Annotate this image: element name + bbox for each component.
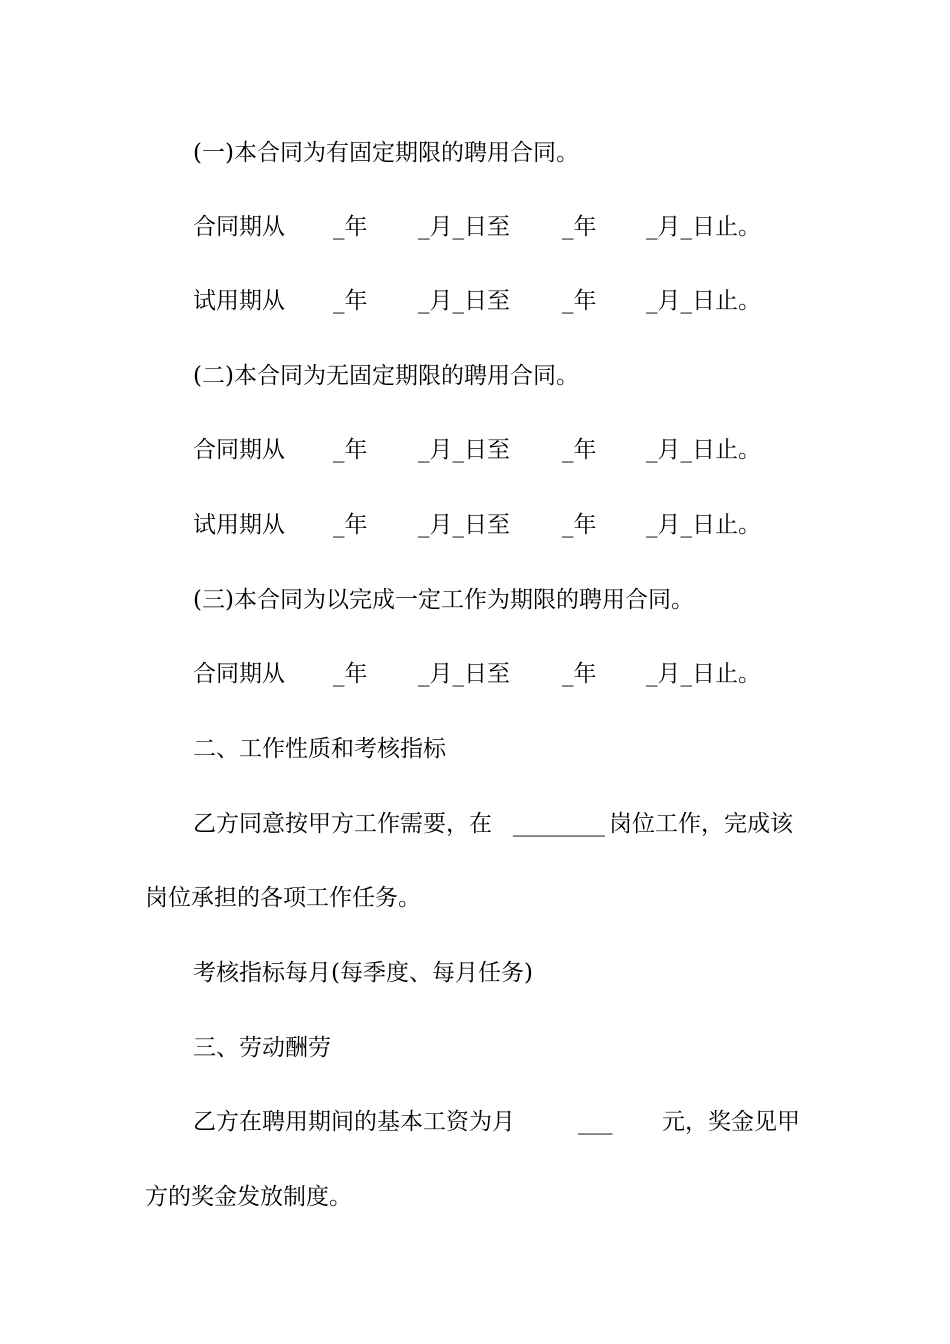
month-day-to-blank: _月_日至 — [418, 512, 510, 538]
month-day-end-blank: _月_日止。 — [646, 512, 761, 538]
section-2-para-1-text-a: 乙方同意按甲方工作需要，在 — [193, 811, 492, 837]
year-blank: _年 — [562, 661, 597, 687]
clause-2-title-line — [0, 359, 950, 393]
clause-1-title-line — [0, 136, 950, 170]
contract-term-row-1 — [0, 210, 950, 244]
clause-3-title: (三)本合同为以完成一定工作为期限的聘用合同。 — [193, 587, 694, 613]
section-2-para-2-line — [0, 956, 950, 990]
section-2-para-1-text-b: 岗位工作，完成该 — [609, 811, 793, 837]
contract-term-row-3 — [0, 657, 950, 691]
probation-term-row-2 — [0, 508, 950, 542]
month-day-end-blank: _月_日止。 — [646, 437, 761, 463]
contract-from-label: 合同期从 — [193, 437, 285, 463]
year-blank: _年 — [562, 437, 597, 463]
year-blank: _年 — [333, 661, 368, 687]
section-3-heading-line — [0, 1031, 950, 1065]
probation-term-row-1 — [0, 284, 950, 318]
year-blank: _年 — [562, 288, 597, 314]
clause-3-title-line — [0, 583, 950, 617]
section-2-para-2-text: 考核指标每月(每季度、每月任务) — [193, 960, 533, 986]
section-3-para-1-text-a: 乙方在聘用期间的基本工资为月 — [193, 1109, 515, 1135]
section-3-para-1-line-1 — [0, 1105, 950, 1139]
section-3-heading: 三、劳动酬劳 — [193, 1035, 331, 1061]
year-blank: _年 — [333, 437, 368, 463]
year-blank: _年 — [333, 288, 368, 314]
section-2-heading-line — [0, 732, 950, 766]
section-2-para-1-line-1 — [0, 807, 950, 841]
year-blank: _年 — [562, 512, 597, 538]
probation-from-label: 试用期从 — [193, 512, 285, 538]
clause-1-title: (一)本合同为有固定期限的聘用合同。 — [193, 140, 579, 166]
contract-term-row-2 — [0, 433, 950, 467]
month-day-end-blank: _月_日止。 — [646, 288, 761, 314]
month-day-to-blank: _月_日至 — [418, 288, 510, 314]
section-3-para-1-line-2 — [0, 1180, 950, 1214]
salary-blank: ___ — [578, 1109, 613, 1135]
clause-2-title: (二)本合同为无固定期限的聘用合同。 — [193, 363, 579, 389]
year-blank: _年 — [333, 214, 368, 240]
position-blank: ________ — [513, 811, 605, 837]
contract-from-label: 合同期从 — [193, 214, 285, 240]
year-blank: _年 — [562, 214, 597, 240]
month-day-to-blank: _月_日至 — [418, 214, 510, 240]
month-day-end-blank: _月_日止。 — [646, 214, 761, 240]
month-day-end-blank: _月_日止。 — [646, 661, 761, 687]
section-2-heading: 二、工作性质和考核指标 — [193, 736, 446, 762]
contract-from-label: 合同期从 — [193, 661, 285, 687]
section-2-para-1-text-c: 岗位承担的各项工作任务。 — [145, 885, 421, 911]
section-2-para-1-line-2 — [0, 881, 950, 915]
month-day-to-blank: _月_日至 — [418, 661, 510, 687]
section-3-para-1-text-c: 方的奖金发放制度。 — [145, 1184, 352, 1210]
probation-from-label: 试用期从 — [193, 288, 285, 314]
month-day-to-blank: _月_日至 — [418, 437, 510, 463]
year-blank: _年 — [333, 512, 368, 538]
section-3-para-1-text-b: 元，奖金见甲 — [662, 1109, 800, 1135]
